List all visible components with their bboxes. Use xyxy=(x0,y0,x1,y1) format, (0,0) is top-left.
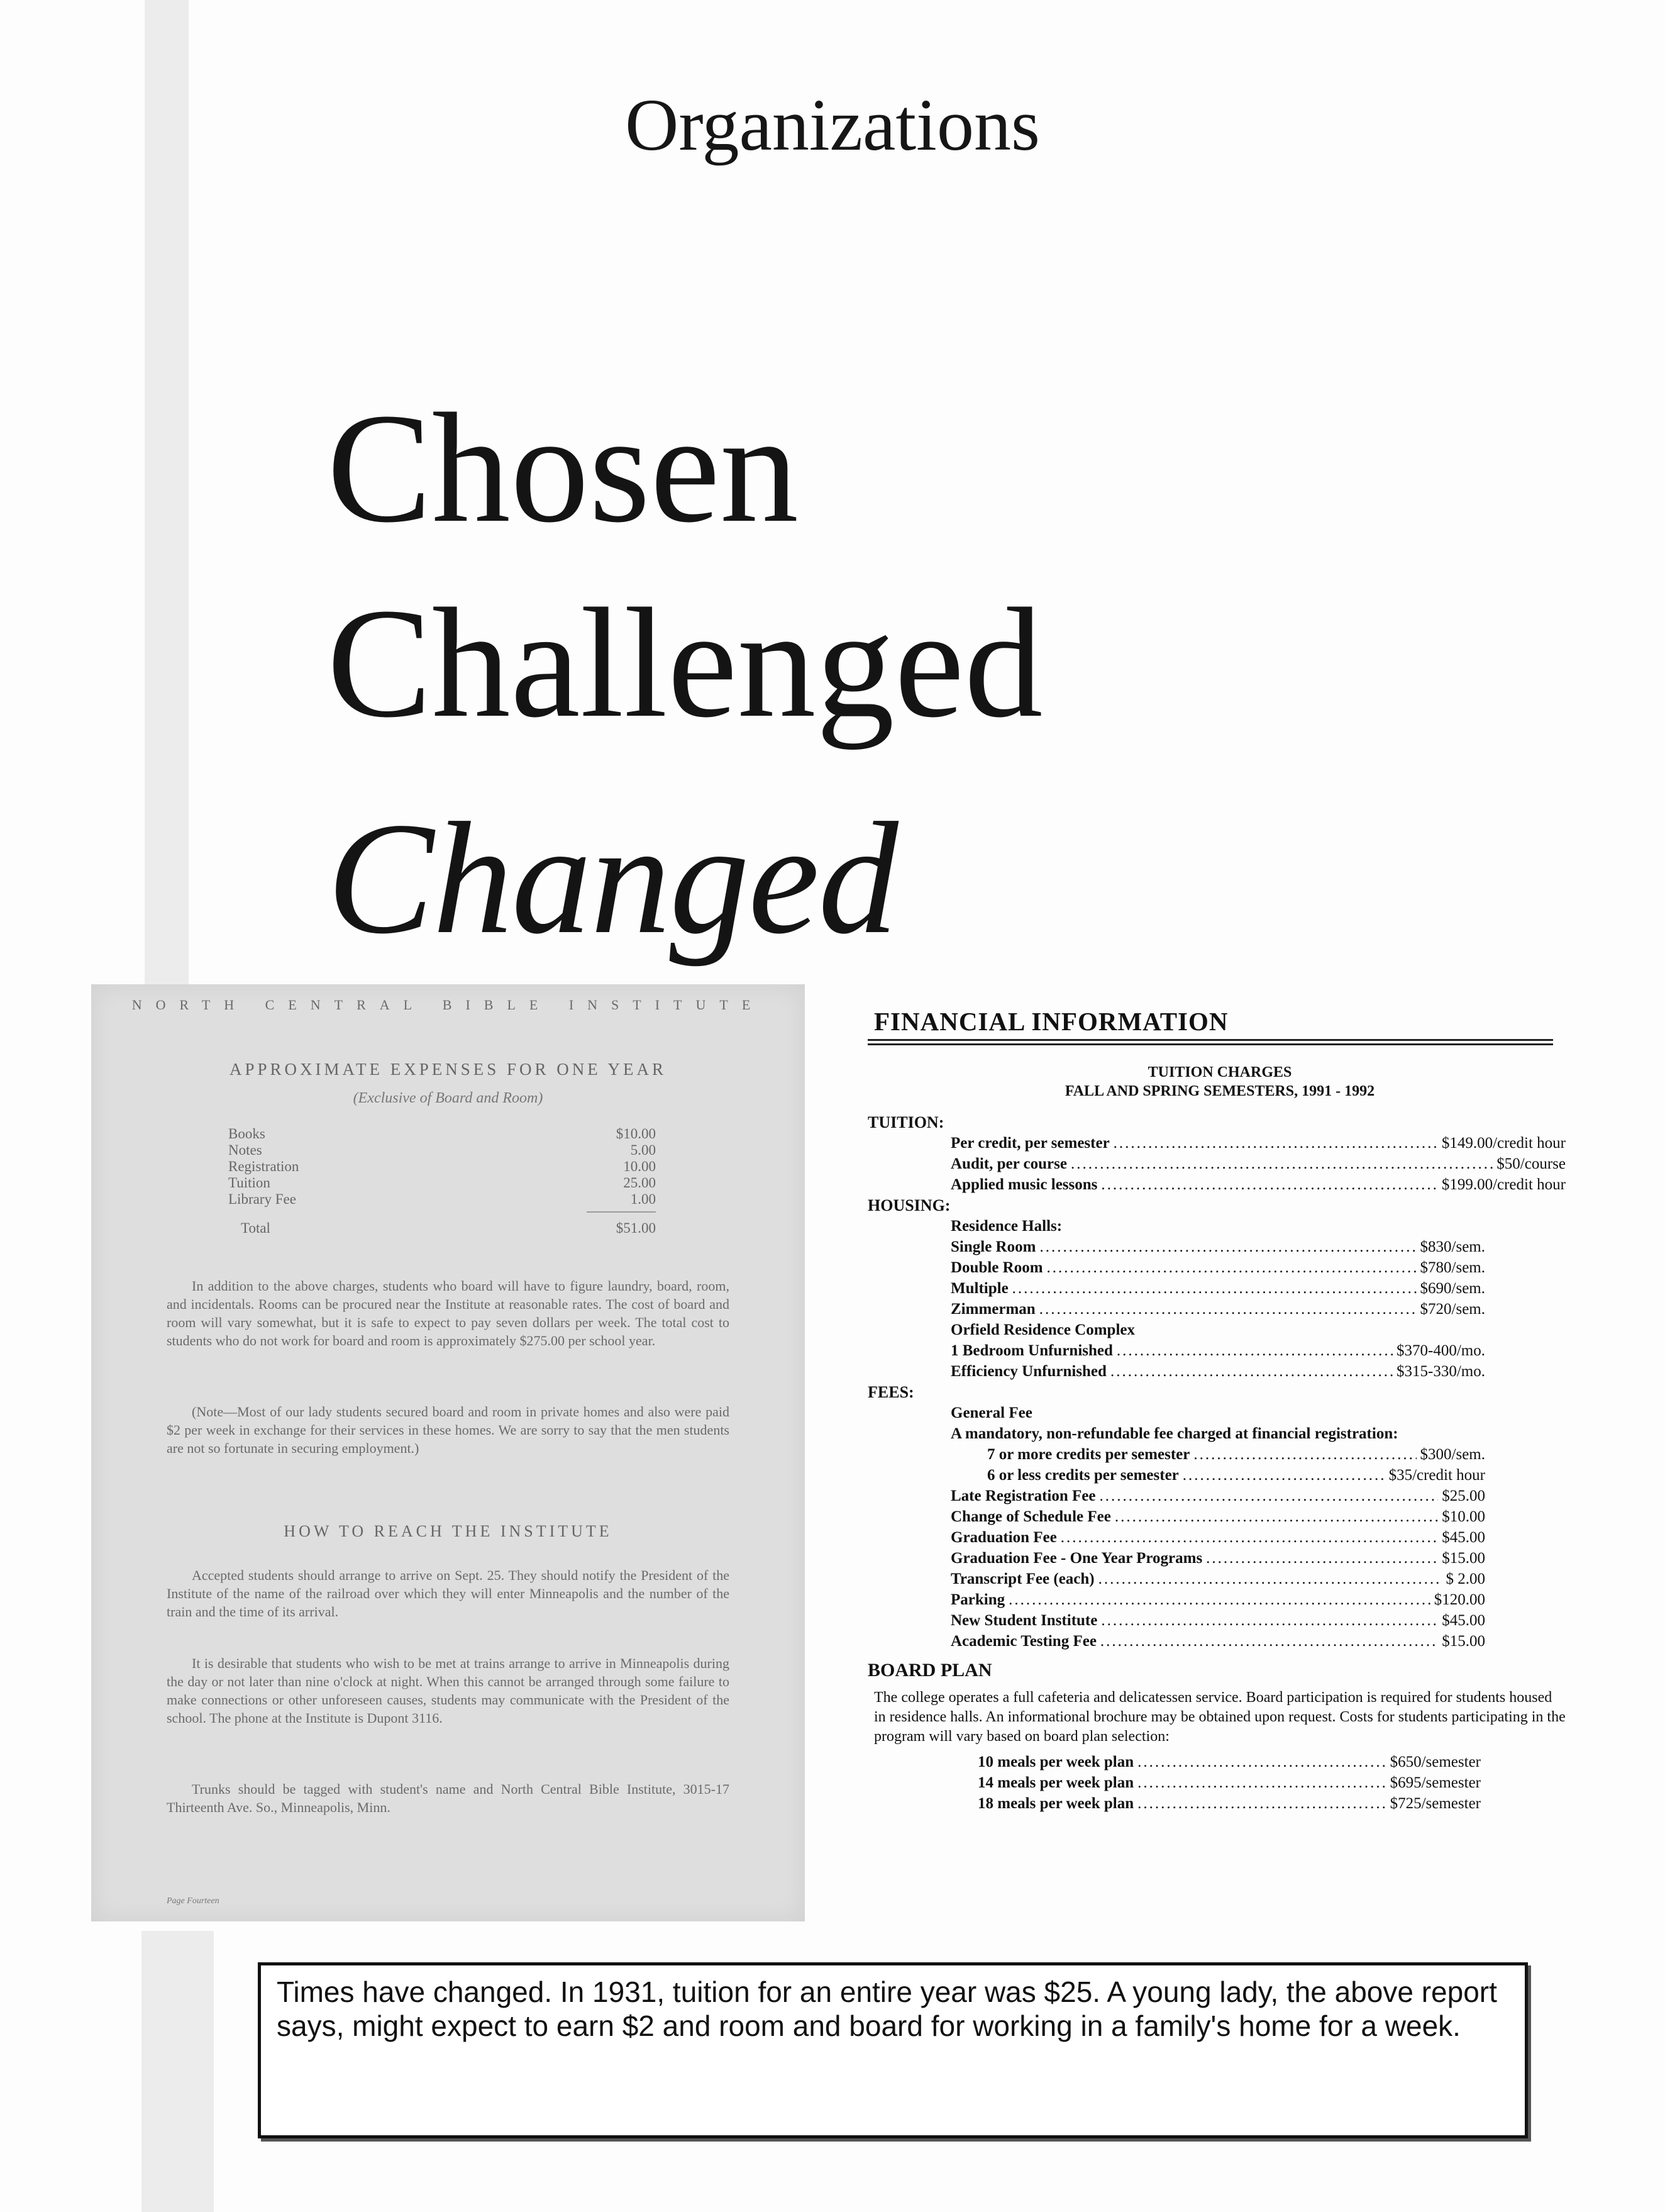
board-plan-title: BOARD PLAN xyxy=(868,1660,992,1681)
fee-value: $370-400/mo. xyxy=(1397,1342,1485,1359)
fee-line xyxy=(951,1506,1485,1527)
expense-item: Tuition xyxy=(228,1175,270,1191)
fee-line xyxy=(951,1527,1485,1548)
residence-halls-label: Residence Halls: xyxy=(951,1218,1063,1235)
fee-label: Per credit, per semester xyxy=(951,1135,1110,1152)
expense-item: Books xyxy=(228,1126,265,1142)
fees-label: FEES: xyxy=(868,1383,914,1401)
expense-row xyxy=(228,1191,656,1208)
fee-label: Double Room xyxy=(951,1259,1043,1276)
fee-value: $690/sem. xyxy=(1420,1280,1485,1297)
fee-value: $149.00/credit hour xyxy=(1441,1135,1566,1152)
fee-line xyxy=(978,1793,1481,1814)
fee-label: 1 Bedroom Unfurnished xyxy=(951,1342,1113,1359)
fee-label: Transcript Fee (each) xyxy=(951,1570,1095,1587)
fee-line xyxy=(951,1278,1485,1299)
caption-box xyxy=(258,1962,1528,2138)
fee-line xyxy=(951,1589,1485,1610)
fee-line xyxy=(951,1486,1485,1506)
fee-value: $199.00/credit hour xyxy=(1441,1176,1566,1193)
fee-label: Change of Schedule Fee xyxy=(951,1508,1111,1525)
general-fee-label: General Fee xyxy=(951,1404,1032,1421)
expense-row xyxy=(228,1159,656,1175)
tuition-label: TUITION: xyxy=(868,1113,944,1131)
fee-value: $720/sem. xyxy=(1420,1301,1485,1318)
fee-line xyxy=(987,1444,1485,1465)
fee-value: $650/semester xyxy=(1390,1753,1481,1770)
expense-amount: 5.00 xyxy=(630,1142,656,1158)
fee-line xyxy=(951,1548,1485,1569)
fee-value: $45.00 xyxy=(1442,1612,1485,1629)
fee-label: Parking xyxy=(951,1591,1005,1608)
fee-line xyxy=(978,1752,1481,1772)
fee-label: Efficiency Unfurnished xyxy=(951,1363,1107,1380)
fee-value: $45.00 xyxy=(1442,1529,1485,1546)
fee-label: Graduation Fee - One Year Programs xyxy=(951,1550,1203,1567)
fee-label: Graduation Fee xyxy=(951,1529,1057,1546)
headline-changed: Changed xyxy=(327,790,897,967)
expense-amount: 1.00 xyxy=(630,1191,656,1207)
fee-label: Multiple xyxy=(951,1280,1009,1297)
total-amount: $51.00 xyxy=(616,1220,656,1236)
fee-value: $35/credit hour xyxy=(1388,1467,1485,1484)
fee-label: Academic Testing Fee xyxy=(951,1633,1097,1650)
fee-value: $120.00 xyxy=(1434,1591,1485,1608)
fee-label: Single Room xyxy=(951,1238,1036,1255)
old-paragraph-costs: In addition to the above charges, students who board will have to figure laundry, board, room, and incidentals. Rooms can be procured near the Institute at reasonable rates. The cost of board and room will vary somewhat, but it is safe to expect to pay seven dollars per week. The total cost to students who do not work for board and room is approximately $275.00 per school year. xyxy=(167,1278,729,1348)
fee-line xyxy=(987,1465,1485,1486)
fee-value: $695/semester xyxy=(1390,1774,1481,1791)
expense-row xyxy=(228,1126,656,1142)
fee-value: $15.00 xyxy=(1442,1550,1485,1567)
housing-label: HOUSING: xyxy=(868,1196,951,1214)
bottom-gray-strip xyxy=(141,1931,214,2212)
orfield-label: Orfield Residence Complex xyxy=(951,1321,1136,1338)
fee-label: Applied music lessons xyxy=(951,1176,1098,1193)
financial-information xyxy=(868,1006,1566,1814)
fee-value: $10.00 xyxy=(1442,1508,1485,1525)
old-masthead: NORTH CENTRAL BIBLE INSTITUTE xyxy=(131,997,765,1013)
fee-value: $25.00 xyxy=(1442,1487,1485,1504)
board-plan-text: The college operates a full cafeteria and delicatessen service. Board participation is required for students housed in residence halls. An informational brochure may be obtained upon request. Costs for students participating in the program will vary based on board plan selection: xyxy=(874,1689,1566,1745)
old-paragraph-trunks: Trunks should be tagged with student's name and North Central Bible Institute, 3015-17 Thirteenth Ave. So., Minneapolis, Minn. xyxy=(167,1781,729,1815)
expense-amount: 25.00 xyxy=(623,1175,656,1191)
total-label: Total xyxy=(241,1220,270,1236)
title-rules xyxy=(868,1039,1553,1045)
old-expense-table xyxy=(228,1126,656,1237)
fee-value: $315-330/mo. xyxy=(1397,1363,1485,1380)
old-title: APPROXIMATE EXPENSES FOR ONE YEAR xyxy=(229,1060,667,1079)
caption-text: Times have changed. In 1931, tuition for an entire year was $25. A young lady, the above report says, might expect to earn $2 and room and board for working in a family's home for a week. xyxy=(277,1976,1497,2042)
fee-line xyxy=(951,1257,1485,1278)
expense-amount: $10.00 xyxy=(616,1126,656,1142)
expense-item: Library Fee xyxy=(228,1191,296,1207)
fee-value: $ 2.00 xyxy=(1446,1570,1485,1587)
fee-line xyxy=(951,1299,1485,1320)
fee-label: Audit, per course xyxy=(951,1155,1067,1172)
expense-amount: 10.00 xyxy=(623,1159,656,1174)
fee-label: Zimmerman xyxy=(951,1301,1036,1318)
fee-label: 6 or less credits per semester xyxy=(987,1467,1179,1484)
fee-line xyxy=(951,1340,1485,1361)
semesters-heading: FALL AND SPRING SEMESTERS, 1991 - 1992 xyxy=(1065,1083,1375,1099)
fee-line xyxy=(951,1133,1566,1153)
fee-label: Late Registration Fee xyxy=(951,1487,1096,1504)
expense-total-row xyxy=(228,1220,656,1237)
fee-value: $15.00 xyxy=(1442,1633,1485,1650)
section-title: Organizations xyxy=(625,84,1040,166)
tuition-charges-heading: TUITION CHARGES xyxy=(1148,1064,1292,1081)
fee-line xyxy=(978,1772,1481,1793)
fee-line xyxy=(951,1610,1485,1631)
financial-title: FINANCIAL INFORMATION xyxy=(874,1007,1229,1036)
expense-item: Registration xyxy=(228,1159,299,1174)
fee-value: $780/sem. xyxy=(1420,1259,1485,1276)
fee-line xyxy=(951,1153,1566,1174)
fee-label: 14 meals per week plan xyxy=(978,1774,1134,1791)
fee-label: 10 meals per week plan xyxy=(978,1753,1134,1770)
expense-row xyxy=(228,1142,656,1159)
general-fee-note: A mandatory, non-refundable fee charged at financial registration: xyxy=(951,1425,1398,1442)
old-subtitle: (Exclusive of Board and Room) xyxy=(353,1090,543,1106)
old-paragraph-trains: It is desirable that students who wish to be met at trains arrange to arrive in Minneapolis during the day or not later than nine o'clock at night. When this cannot be arranged through some failure to make connections or other unforeseen causes, students may communicate with the President of the school. The phone at the Institute is Dupont 3116. xyxy=(167,1655,729,1726)
headline-challenged: Challenged xyxy=(327,576,1043,750)
fee-value: $830/sem. xyxy=(1420,1238,1485,1255)
old-catalog-photo xyxy=(91,984,805,1921)
fee-value: $300/sem. xyxy=(1420,1446,1485,1463)
fee-value: $725/semester xyxy=(1390,1795,1481,1812)
fee-line xyxy=(951,1361,1485,1382)
fee-label: New Student Institute xyxy=(951,1612,1098,1629)
fee-value: $50/course xyxy=(1496,1155,1566,1172)
fee-line xyxy=(951,1174,1566,1195)
fee-label: 18 meals per week plan xyxy=(978,1795,1134,1812)
fee-line xyxy=(951,1631,1485,1652)
old-paragraph-arrival: Accepted students should arrange to arrive on Sept. 25. They should notify the President of the Institute of the name of the railroad over which they will enter Minneapolis and the number of the train and the time of its arrival. xyxy=(167,1567,729,1620)
fee-label: 7 or more credits per semester xyxy=(987,1446,1190,1463)
fee-line xyxy=(951,1569,1485,1589)
expense-item: Notes xyxy=(228,1142,262,1158)
old-heading-reach: HOW TO REACH THE INSTITUTE xyxy=(284,1522,612,1540)
old-page-footer: Page Fourteen xyxy=(167,1896,219,1906)
expense-row xyxy=(228,1175,656,1191)
headline-chosen: Chosen xyxy=(327,381,799,555)
old-paragraph-note: (Note—Most of our lady students secured board and room in private homes and also were paid $2 per week in exchange for their services in these homes. We are sorry to say that the men students are not so fortunate in securing employment.) xyxy=(167,1404,729,1456)
total-rule xyxy=(587,1211,656,1213)
fee-line xyxy=(951,1237,1485,1257)
